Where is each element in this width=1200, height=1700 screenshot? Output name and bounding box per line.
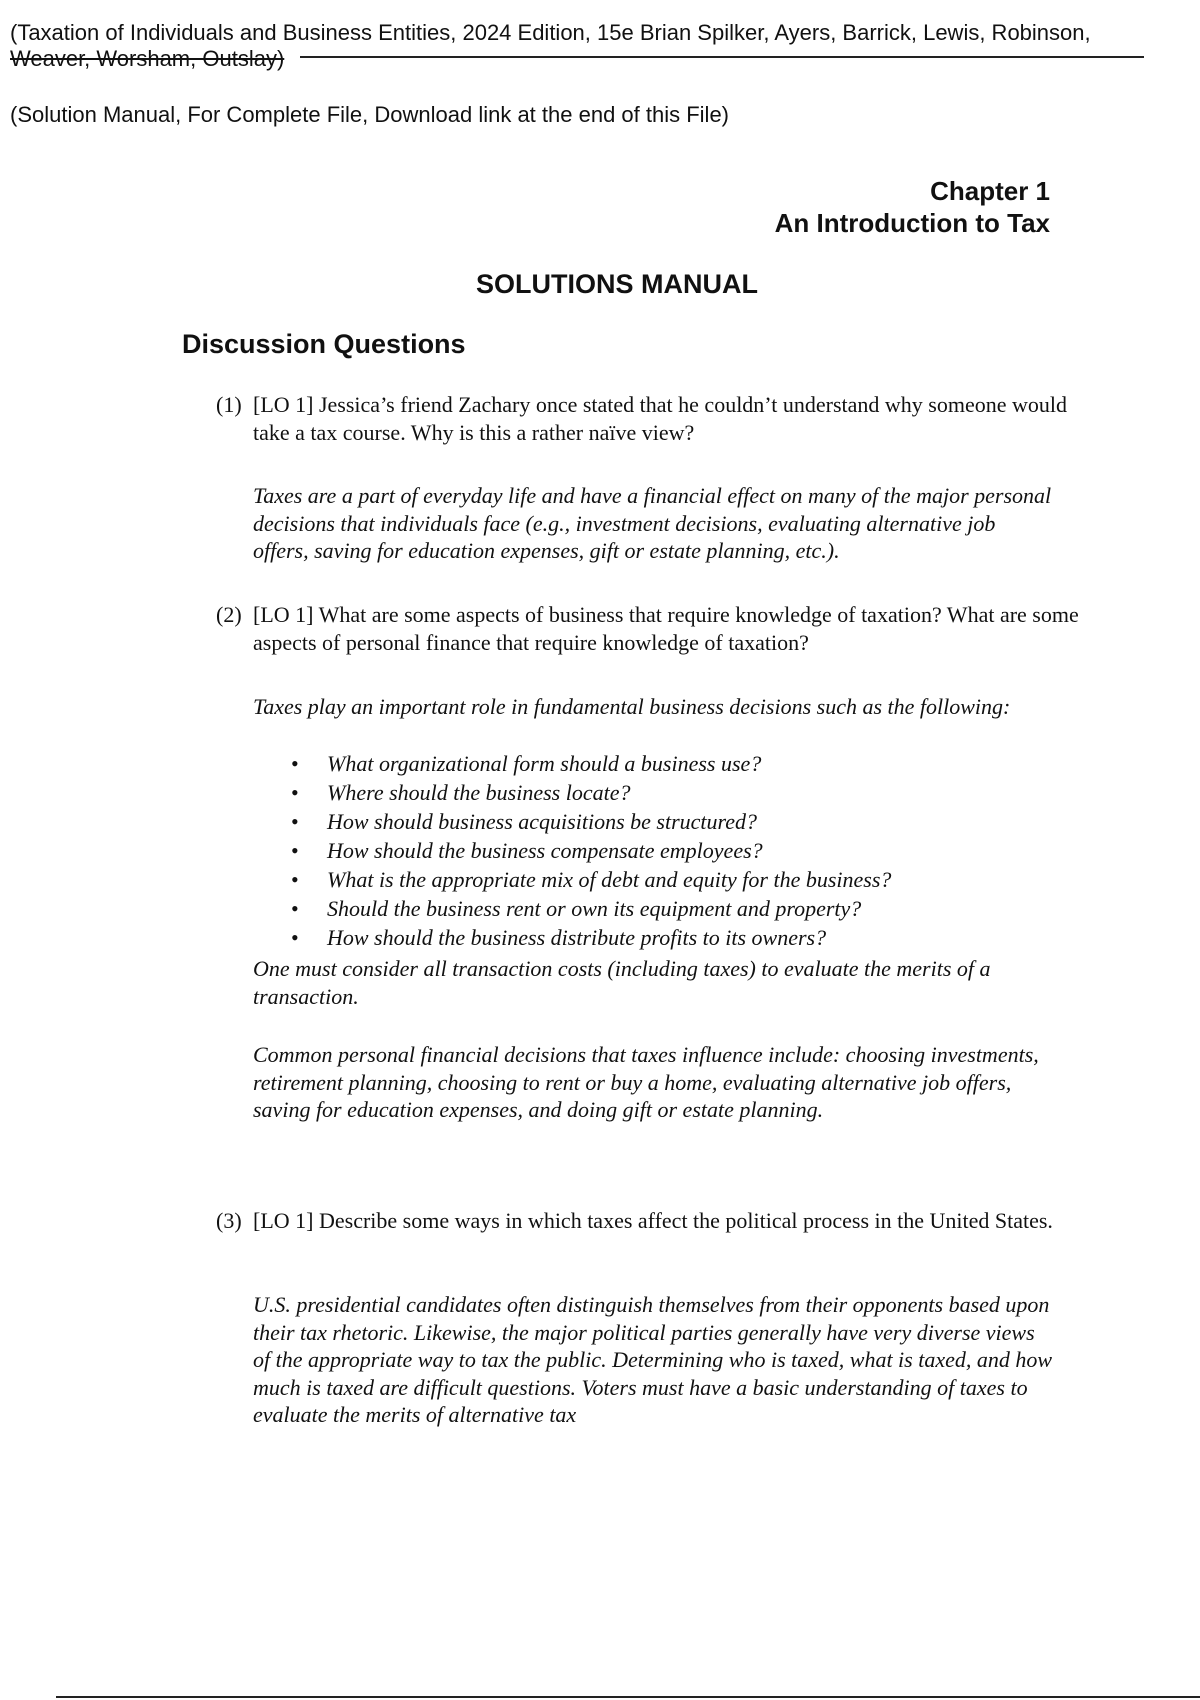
answer-3: U.S. presidential candidates often distinguish themselves from their opponents based upon their tax rhetoric. Likewise, the major political parties generally have very diverse views of the appropriate way to tax the public. Determining who is taxed, what is taxed, and how much is taxed are difficult questions. Voters must have a basic understanding of taxes to evaluate the merits of alternative tax: [253, 1292, 1053, 1427]
citation-line-1: (Taxation of Individuals and Business Entities, 2024 Edition, 15e Brian Spilker, Ayers, Barrick, Lewis, Robinson,: [10, 20, 1091, 45]
question-number: (1): [216, 392, 242, 417]
bullet-icon: •: [291, 780, 299, 805]
list-item: • Should the business rent or own its equipment and property?: [291, 896, 862, 921]
business-decisions-list: [253, 749, 1053, 952]
answer-2-intro: Taxes play an important role in fundamental business decisions such as the following:: [253, 694, 1011, 719]
list-item: • How should business acquisitions be structured?: [291, 809, 758, 834]
bullet-icon: •: [291, 751, 299, 776]
section-title: Discussion Questions: [182, 329, 466, 359]
chapter-number: Chapter 1: [930, 176, 1050, 206]
list-item: • What is the appropriate mix of debt and equity for the business?: [291, 867, 892, 892]
question-text: [LO 1] Describe some ways in which taxes affect the political process in the United States.: [253, 1208, 1053, 1233]
question-2: [216, 601, 1096, 657]
question-text: [LO 1] Jessica’s friend Zachary once stated that he couldn’t understand why someone would take a tax course. Why is this a rather naïve view?: [253, 392, 1067, 445]
question-number: (2): [216, 602, 242, 627]
manual-title: SOLUTIONS MANUAL: [476, 269, 758, 299]
answer-2-personal: Common personal financial decisions that taxes influence include: choosing investments, retirement planning, choosing to rent or buy a home, evaluating alternative job offers, saving for education expenses, and doing gift or estate planning.: [253, 1042, 1039, 1122]
question-3: [216, 1207, 1096, 1235]
question-number: (3): [216, 1208, 242, 1233]
bullet-icon: •: [291, 896, 299, 921]
question-text: [LO 1] What are some aspects of business that require knowledge of taxation? What are some aspects of personal finance that require knowledge of taxation?: [253, 602, 1079, 655]
download-note: (Solution Manual, For Complete File, Download link at the end of this File): [10, 102, 730, 127]
footer-divider: [56, 1696, 1200, 1698]
answer-2-conclusion: One must consider all transaction costs (including taxes) to evaluate the merits of a transaction.: [253, 956, 991, 1009]
header-divider: [300, 56, 1144, 58]
chapter-title: An Introduction to Tax: [774, 208, 1050, 238]
bullet-icon: •: [291, 809, 299, 834]
chapter-heading: [775, 175, 1050, 239]
citation-line-2: Weaver, Worsham, Outslay): [10, 46, 285, 71]
bullet-icon: •: [291, 838, 299, 863]
list-item: • Where should the business locate?: [291, 780, 631, 805]
bullet-icon: •: [291, 867, 299, 892]
list-item: • How should the business compensate employees?: [291, 838, 763, 863]
answer-1: Taxes are a part of everyday life and have a financial effect on many of the major personal decisions that individuals face (e.g., investment decisions, evaluating alternative job offers, saving for education expenses, gift or estate planning, etc.).: [253, 483, 1052, 563]
question-1: [216, 391, 1096, 447]
list-item: • What organizational form should a business use?: [291, 751, 762, 776]
bullet-icon: •: [291, 925, 299, 950]
list-item: • How should the business distribute profits to its owners?: [291, 925, 827, 950]
